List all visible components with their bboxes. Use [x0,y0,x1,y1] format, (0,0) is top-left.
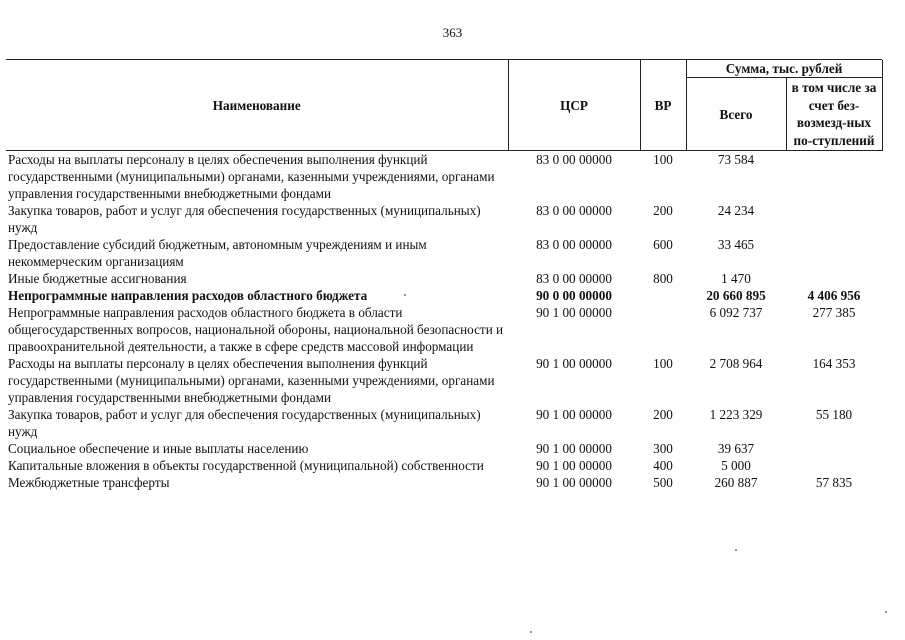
row-total: 73 584 [717,152,755,167]
row-total: 2 708 964 [709,356,763,371]
row-vr [640,304,686,355]
row-csr: 90 1 00 00000 [536,441,612,456]
row-name: Непрограммные направления расходов областного бюджета [8,288,368,303]
row-name: Иные бюджетные ассигнования [8,271,187,286]
row-vr: 200 [653,203,673,218]
table-body [6,151,882,492]
row-name: Закупка товаров, работ и услуг для обеспечения государственных (муниципальных) нужд [8,203,481,235]
scan-speck [530,631,532,633]
row-including [786,457,882,474]
row-total: 5 000 [721,458,751,473]
row-vr: 400 [653,458,673,473]
row-including: 277 385 [812,305,856,320]
header-vr: ВР [640,60,686,151]
row-including [786,440,882,457]
table-row [6,304,882,355]
table-header [6,60,882,151]
table-row [6,457,882,474]
row-name: Капитальные вложения в объекты государственной (муниципальной) собственности [8,458,484,473]
row-csr: 90 1 00 00000 [536,305,612,320]
row-vr: 500 [653,475,673,490]
row-name: Непрограммные направления расходов областного бюджета в области общегосударственных вопросов, национальной обороны, национальной безопасности и правоохранительной деятельности, а также в сфере средств массовой информации [8,305,504,354]
table-row [6,202,882,236]
row-total: 20 660 895 [706,288,766,303]
row-csr: 83 0 00 00000 [536,237,612,252]
row-csr: 90 0 00 00000 [536,288,612,303]
row-total: 39 637 [717,441,755,456]
row-vr: 100 [653,152,673,167]
header-csr: ЦСР [508,60,640,151]
table-row [6,474,882,491]
table-row [6,287,882,304]
row-total: 1 223 329 [709,407,763,422]
row-name: Межбюджетные трансферты [8,475,170,490]
table-row [6,355,882,406]
table-row [6,151,882,203]
row-total: 24 234 [717,203,755,218]
row-total: 33 465 [717,237,755,252]
row-including [786,202,882,236]
row-total: 1 470 [721,271,751,286]
header-name: Наименование [6,60,508,151]
row-total: 6 092 737 [709,305,763,320]
row-csr: 90 1 00 00000 [536,356,612,371]
table-row [6,270,882,287]
row-name: Расходы на выплаты персоналу в целях обеспечения выполнения функций государственными (муниципальными) органами, казенными учреждениями, органами управления государственными внебюджетными фондами [8,152,495,201]
header-total: Всего [686,78,786,151]
row-csr: 83 0 00 00000 [536,271,612,286]
table-row [6,406,882,440]
row-csr: 90 1 00 00000 [536,458,612,473]
scan-speck [885,611,887,613]
page-number: 363 [442,25,463,40]
table-row [6,236,882,270]
row-name: Расходы на выплаты персоналу в целях обеспечения выполнения функций государственными (муниципальными) органами, казенными учреждениями, органами управления государственными внебюджетными фондами [8,356,495,405]
row-including: 164 353 [812,356,856,371]
row-csr: 90 1 00 00000 [536,407,612,422]
table-row [6,440,882,457]
scan-speck [735,549,737,551]
row-including: 57 835 [815,475,853,490]
row-csr: 83 0 00 00000 [536,203,612,218]
row-vr: 200 [653,407,673,422]
row-vr [640,287,686,304]
header-including: в том числе за счет без-возмезд-ных по-ступлений [786,78,882,151]
row-including [786,236,882,270]
row-total: 260 887 [714,475,758,490]
row-vr: 300 [653,441,673,456]
row-vr: 100 [653,356,673,371]
row-vr: 600 [653,237,673,252]
row-csr: 83 0 00 00000 [536,152,612,167]
budget-table [6,60,883,491]
row-including: 4 406 956 [807,288,861,303]
row-name: Закупка товаров, работ и услуг для обеспечения государственных (муниципальных) нужд [8,407,481,439]
row-including: 55 180 [815,407,853,422]
row-name: Социальное обеспечение и иные выплаты населению [8,441,309,456]
row-including [786,151,882,203]
scan-speck [404,294,406,296]
header-sum: Сумма, тыс. рублей [686,60,882,78]
row-including [786,270,882,287]
row-csr: 90 1 00 00000 [536,475,612,490]
row-name: Предоставление субсидий бюджетным, автономным учреждениям и иным некоммерческим организациям [8,237,427,269]
row-vr: 800 [653,271,673,286]
